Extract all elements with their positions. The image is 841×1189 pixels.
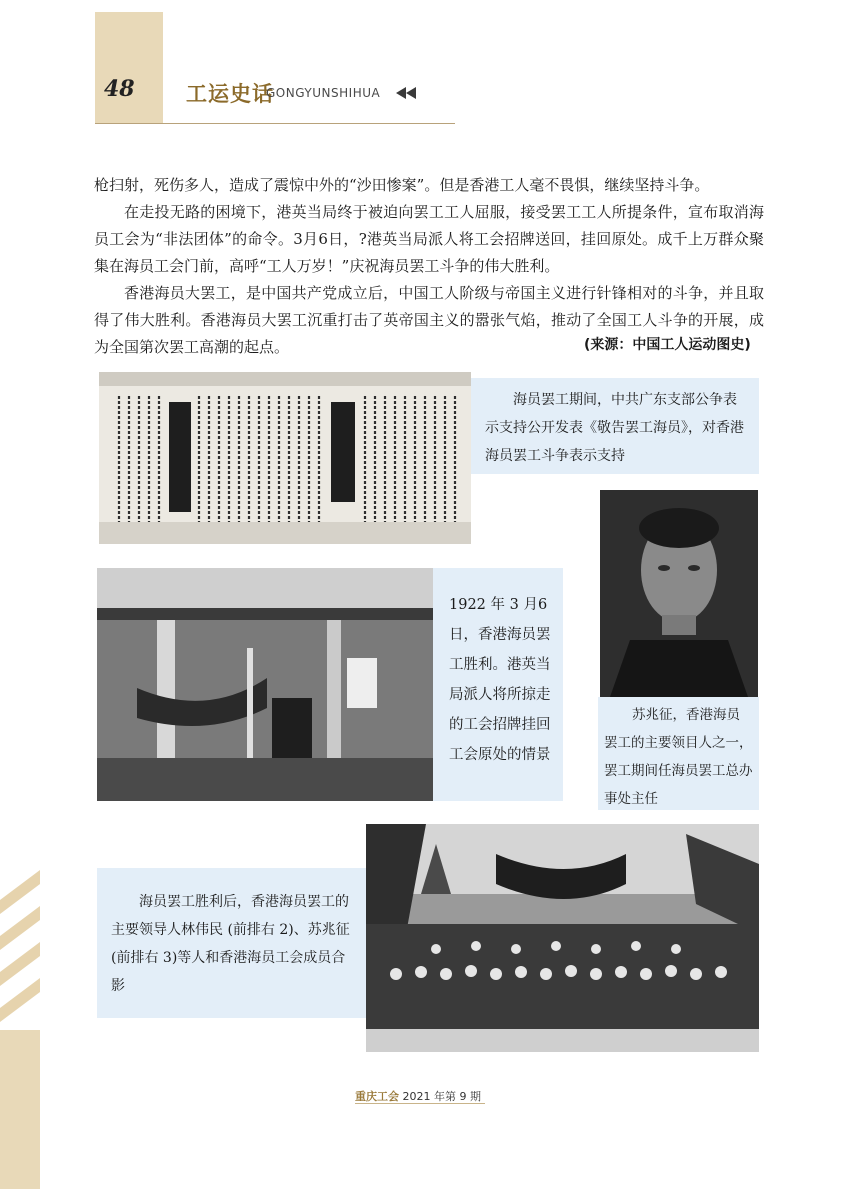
footer-rule bbox=[355, 1103, 485, 1104]
newspaper-caption-text: 海员罢工期间，中共广东支部公争表示支持公开发表《敬告罢工海员》，对香港海员罢工斗争表示支持 bbox=[485, 392, 744, 464]
newspaper-photo bbox=[99, 372, 471, 544]
paragraph-3: 香港海员大罢工，是中国共产党成立后，中国工人阶级与帝国主义进行针锋相对的斗争，并且取得了伟大胜利。香港海员大罢工沉重打击了英帝国主义的嚣张气焰，推动了全国工人斗争的开展，成为全国第次罢工高潮的起点。 bbox=[94, 284, 764, 356]
magazine-name: 重庆工会 bbox=[355, 1090, 399, 1103]
paragraph-1: 枪扫射，死伤多人，造成了震惊中外的“沙田惨案”。但是香港工人毫不畏惧，继续坚持斗争。 bbox=[94, 176, 710, 194]
group-caption-text: 海员罢工胜利后，香港海员罢工的主要领导人林伟民 (前排右 2)、苏兆征(前排右 3)等人和香港海员工会成员合影 bbox=[111, 894, 350, 994]
article-body bbox=[94, 172, 764, 361]
footer bbox=[355, 1088, 481, 1104]
street-caption bbox=[433, 568, 563, 801]
paragraph-2: 在走投无路的困境下，港英当局终于被迫向罢工工人屈服，接受罢工工人所提条件，宣布取消海员工会为“非法团体”的命令。3月6日，?港英当局派人将工会招牌送回，挂回原处。成千上万群众聚集在海员工会门前，高呼“工人万岁！”庆祝海员罢工斗争的伟大胜利。 bbox=[94, 203, 764, 275]
decorative-stripes bbox=[0, 870, 40, 1189]
section-title: 工运史话 bbox=[186, 82, 274, 106]
group-photo bbox=[366, 824, 759, 1052]
section-pinyin: GONGYUNSHIHUA bbox=[266, 86, 381, 100]
double-arrow-left-icon bbox=[396, 87, 416, 99]
street-caption-text: 1922 年 3 月6日，香港海员罢工胜利。港英当局派人将所掠走的工会招牌挂回工会原处的情景 bbox=[449, 597, 551, 763]
page-number: 48 bbox=[104, 76, 135, 102]
street-photo bbox=[97, 568, 433, 801]
newspaper-caption bbox=[471, 378, 759, 474]
header-rule bbox=[95, 123, 455, 124]
page-number-tab bbox=[95, 12, 163, 124]
issue-number: 2021 年第 9 期 bbox=[402, 1090, 481, 1103]
group-caption bbox=[97, 868, 366, 1018]
source-note: (来源：中国工人运动图史) bbox=[584, 337, 751, 353]
portrait-caption bbox=[598, 697, 759, 810]
portrait-caption-text: 苏兆征，香港海员罢工的主要领目人之一，罢工期间任海员罢工总办事处主任 bbox=[604, 707, 753, 807]
portrait-photo bbox=[600, 490, 758, 697]
